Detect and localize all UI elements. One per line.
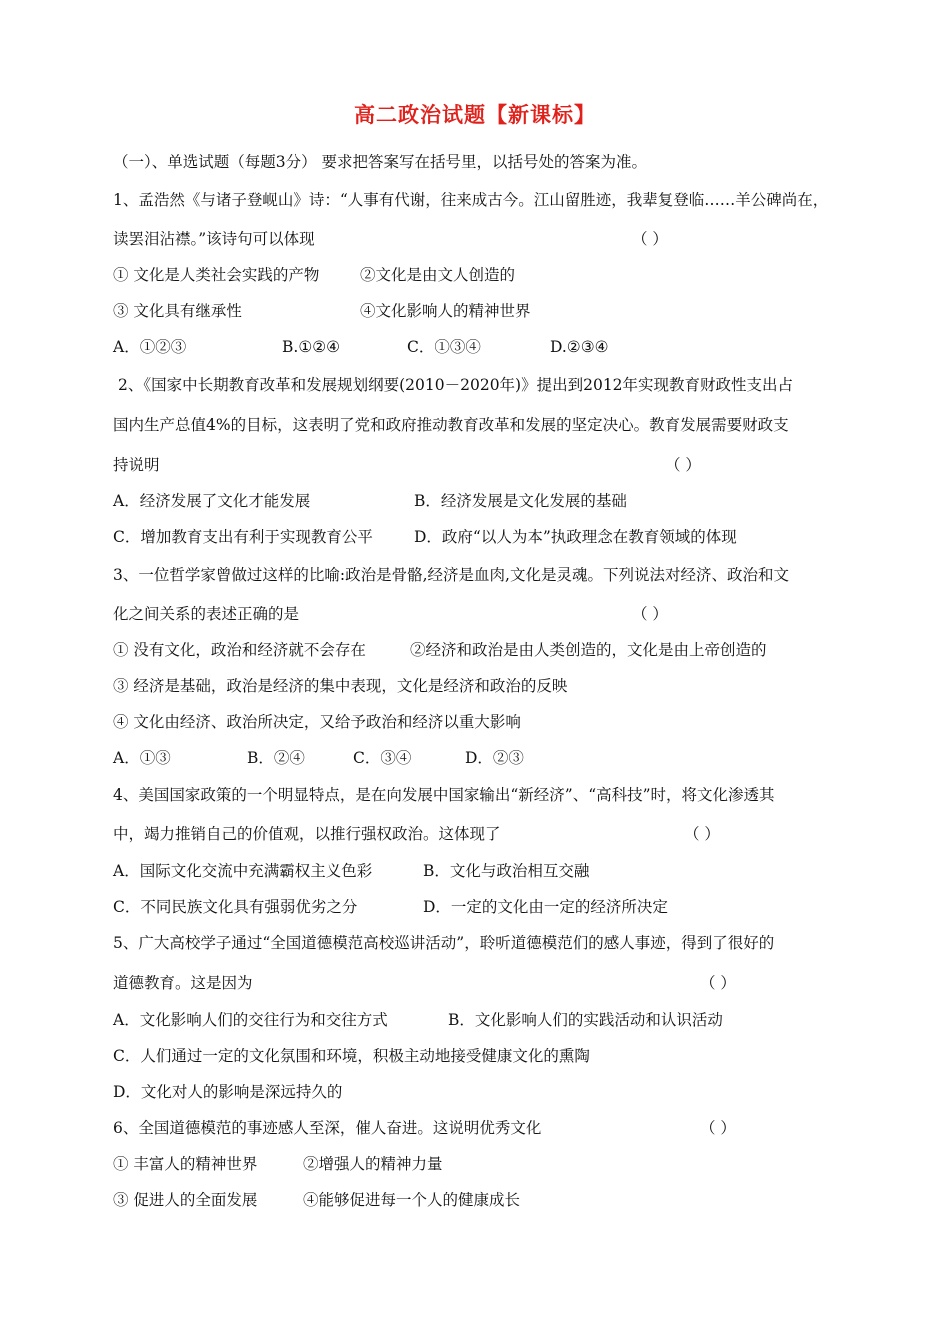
q6-answer-blank: （ ） [700, 1119, 736, 1137]
q5-option-d: D．文化对人的影响是深远持久的 [113, 1083, 343, 1101]
q5-option-c: C．人们通过一定的文化氛围和环境，积极主动地接受健康文化的熏陶 [113, 1047, 590, 1065]
q1-statement-2: ②文化是由文人创造的 [360, 266, 516, 284]
section-header: （一）、单选试题（每题3分） 要求把答案写在括号里，以括号处的答案为准。 [113, 153, 648, 171]
q3-stem-line2: 化之间关系的表述正确的是 [113, 605, 300, 623]
q4-stem-line2: 中，竭力推销自己的价值观，以推行强权政治。这体现了 [113, 825, 501, 843]
q1-stem-line2: 读罢泪沾襟。”该诗句可以体现 [113, 230, 315, 248]
q2-answer-blank: （ ） [665, 456, 701, 474]
q1-statement-4: ④文化影响人的精神世界 [360, 302, 531, 320]
q3-option-c: C．③④ [353, 749, 412, 767]
q1-option-b: B.①②④ [282, 338, 341, 356]
q5-stem-line1: 5、广大高校学子通过“全国道德模范高校巡讲活动”，聆听道德模范们的感人事迹，得到了很好的 [113, 934, 775, 952]
q4-option-c: C．不同民族文化具有强弱优劣之分 [113, 898, 358, 916]
q5-answer-blank: （ ） [700, 974, 736, 992]
q4-option-d: D．一定的文化由一定的经济所决定 [423, 898, 668, 916]
q3-option-b: B．②④ [247, 749, 305, 767]
q2-option-b: B．经济发展是文化发展的基础 [414, 492, 627, 510]
q5-option-a: A．文化影响人们的交往行为和交往方式 [113, 1011, 388, 1029]
q1-option-a: A．①②③ [113, 338, 187, 356]
q4-stem-line1: 4、美国国家政策的一个明显特点，是在向发展中国家输出“新经济”、“高科技”时，将文化渗透其 [113, 786, 775, 804]
q2-option-d: D．政府“以人为本”执政理念在教育领域的体现 [414, 528, 737, 546]
page-title: 高二政治试题【新课标】 [354, 103, 596, 127]
q5-stem-line2: 道德教育。这是因为 [113, 974, 253, 992]
q1-answer-blank: （ ） [632, 230, 668, 248]
q2-stem-line3: 持说明 [113, 456, 160, 474]
q3-option-d: D．②③ [465, 749, 524, 767]
q3-statement-4: ④ 文化由经济、政治所决定，又给予政治和经济以重大影响 [113, 713, 521, 731]
q3-statement-2: ②经济和政治是由人类创造的，文化是由上帝创造的 [410, 641, 767, 659]
q6-statement-4: ④能够促进每一个人的健康成长 [303, 1191, 521, 1209]
q1-option-c: C．①③④ [407, 338, 481, 356]
q2-stem-line2: 国内生产总值4%的目标，这表明了党和政府推动教育改革和发展的坚定决心。教育发展需要财政支 [113, 416, 789, 434]
q1-option-d: D.②③④ [550, 338, 609, 356]
q3-answer-blank: （ ） [632, 605, 668, 623]
q4-answer-blank: （ ） [684, 825, 720, 843]
q3-statement-3: ③ 经济是基础，政治是经济的集中表现，文化是经济和政治的反映 [113, 677, 568, 695]
q3-statement-1: ① 没有文化，政治和经济就不会存在 [113, 641, 366, 659]
q3-option-a: A．①③ [113, 749, 171, 767]
q6-statement-2: ②增强人的精神力量 [303, 1155, 443, 1173]
q4-option-b: B．文化与政治相互交融 [423, 862, 590, 880]
q6-statement-3: ③ 促进人的全面发展 [113, 1191, 258, 1209]
q3-stem-line1: 3、一位哲学家曾做过这样的比喻:政治是骨骼,经济是血肉,文化是灵魂。下列说法对经济、政治和文 [113, 566, 789, 584]
q1-statement-3: ③ 文化具有继承性 [113, 302, 242, 320]
q6-statement-1: ① 丰富人的精神世界 [113, 1155, 258, 1173]
q5-option-b: B．文化影响人们的实践活动和认识活动 [448, 1011, 723, 1029]
q6-stem-line1: 6、全国道德模范的事迹感人至深，催人奋进。这说明优秀文化 [113, 1119, 542, 1137]
q4-option-a: A．国际文化交流中充满霸权主义色彩 [113, 862, 373, 880]
q2-option-a: A．经济发展了文化才能发展 [113, 492, 311, 510]
q2-stem-line1: 2、《国家中长期教育改革和发展规划纲要(2010－2020年)》提出到2012年实现教育财政性支出占 [118, 376, 794, 394]
q1-statement-1: ① 文化是人类社会实践的产物 [113, 266, 320, 284]
q2-option-c: C．增加教育支出有利于实现教育公平 [113, 528, 373, 546]
q1-stem-line1: 1、孟浩然《与诸子登岘山》诗：“人事有代谢，往来成古今。江山留胜迹，我辈复登临……羊公碑尚在， [113, 191, 829, 209]
